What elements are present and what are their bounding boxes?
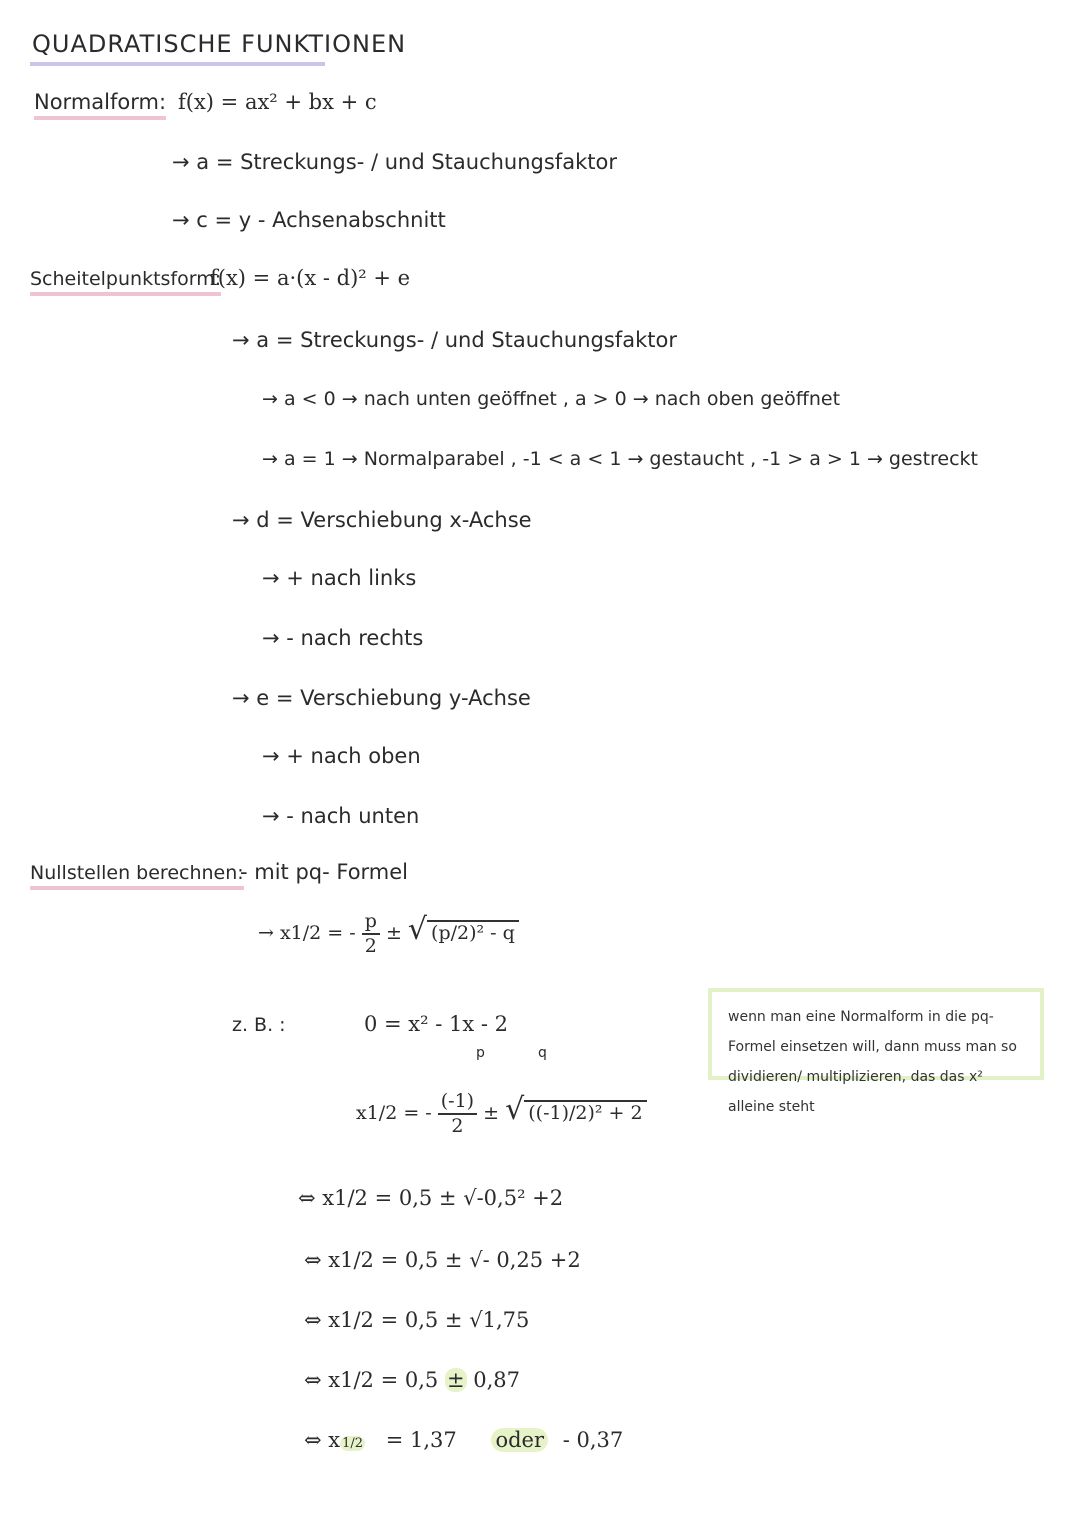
- step1-fraction: [438, 1092, 477, 1136]
- step1-root: ((-1)/2)² + 2: [524, 1100, 646, 1124]
- pq-fraction: [362, 912, 380, 956]
- scheitelform-e-minus: → - nach unten: [262, 804, 420, 828]
- result-first: = 1,37: [385, 1428, 457, 1452]
- example-label: z. B. :: [232, 1014, 286, 1036]
- sqrt-icon: √: [505, 1092, 525, 1127]
- scheitelform-a-opening: → a < 0 → nach unten geöffnet , a > 0 → nach oben geöffnet: [262, 388, 841, 410]
- step5-plus-minus: ±: [446, 1368, 465, 1392]
- example-step-3: ⇔ x1/2 = 0,5 ± √- 0,25 +2: [304, 1248, 581, 1272]
- step1-den: 2: [451, 1115, 464, 1137]
- step5-value: 0,87: [473, 1368, 521, 1392]
- scheitelform-a-stretch: → a = 1 → Normalparabel , -1 < a < 1 → gestaucht , -1 > a > 1 → gestreckt: [262, 448, 979, 470]
- normalform-note-a: → a = Streckungs- / und Stauchungsfaktor: [172, 150, 617, 174]
- normalform-label: Normalform:: [34, 92, 166, 120]
- result-oder: oder: [491, 1428, 548, 1452]
- example-step-1: [356, 1092, 647, 1136]
- pq-frac-num: p: [362, 912, 380, 935]
- step1-plus-minus: ±: [483, 1102, 500, 1124]
- example-step-4: ⇔ x1/2 = 0,5 ± √1,75: [304, 1308, 530, 1332]
- result-subscript: 1/2: [342, 1436, 364, 1451]
- example-equation: 0 = x² - 1x - 2: [364, 1012, 509, 1036]
- side-note: wenn man eine Normalform in die pq-Formel einsetzen will, dann muss man so dividieren/ multiplizieren, das das x² alleine steht: [708, 988, 1044, 1080]
- nullstellen-method: - mit pq- Formel: [240, 860, 409, 884]
- nullstellen-label: Nullstellen berechnen:: [30, 864, 244, 890]
- example-step-5: [304, 1370, 520, 1391]
- normalform-formula: f(x) = ax² + bx + c: [178, 90, 377, 114]
- scheitelform-label: Scheitelpunktsform:: [30, 270, 221, 296]
- pq-prefix: → x1/2 = -: [258, 922, 356, 944]
- pq-frac-den: 2: [364, 935, 377, 957]
- title-underline: [30, 62, 325, 66]
- example-p-marker: p: [476, 1045, 485, 1061]
- example-step-2: ⇔ x1/2 = 0,5 ± √-0,5² +2: [298, 1186, 564, 1210]
- sqrt-icon: √: [407, 912, 428, 947]
- normalform-note-c: → c = y - Achsenabschnitt: [172, 208, 446, 232]
- scheitelform-formula: f(x) = a·(x - d)² + e: [210, 266, 411, 290]
- scheitelform-d-plus: → + nach links: [262, 566, 417, 590]
- result-prefix: ⇔ x: [304, 1428, 341, 1452]
- example-result: [304, 1430, 623, 1451]
- pq-formula: [258, 912, 519, 956]
- scheitelform-d-minus: → - nach rechts: [262, 626, 424, 650]
- scheitelform-e-line: → e = Verschiebung y-Achse: [232, 686, 531, 710]
- step1-num: (-1): [438, 1092, 477, 1115]
- pq-plus-minus: ±: [385, 922, 402, 944]
- page-title: QUADRATISCHE FUNKTIONEN: [32, 30, 407, 58]
- pq-root: (p/2)² - q: [427, 920, 519, 944]
- scheitelform-e-plus: → + nach oben: [262, 744, 421, 768]
- step5-prefix: ⇔ x1/2 = 0,5: [304, 1368, 439, 1392]
- scheitelform-d-line: → d = Verschiebung x-Achse: [232, 508, 532, 532]
- scheitelform-a-line: → a = Streckungs- / und Stauchungsfaktor: [232, 328, 677, 352]
- example-q-marker: q: [538, 1045, 547, 1061]
- result-second: - 0,37: [562, 1428, 624, 1452]
- step1-prefix: x1/2 = -: [356, 1102, 432, 1124]
